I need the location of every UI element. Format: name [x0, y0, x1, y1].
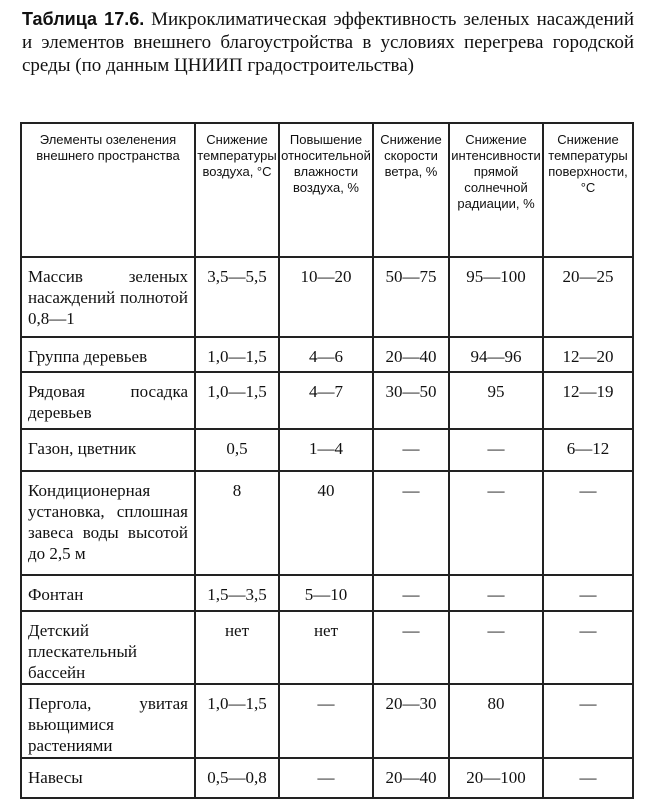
table-cell: 8: [195, 471, 279, 575]
table-cell: 5—10: [279, 575, 373, 611]
table-cell: 4—6: [279, 337, 373, 372]
table-caption-label: Таблица 17.6.: [22, 9, 145, 29]
row-label: Рядовая посадка деревьев: [21, 372, 195, 429]
row-label: Массив зеленых насаждений полнотой 0,8—1: [21, 257, 195, 337]
table-cell: 1,5—3,5: [195, 575, 279, 611]
table-cell: 1,0—1,5: [195, 337, 279, 372]
table-row: [21, 611, 633, 684]
table-cell: 20—30: [373, 684, 449, 758]
table-header-row: [21, 123, 633, 257]
row-label: Пергола, увитая вьющимися растениями: [21, 684, 195, 758]
table-cell: —: [543, 611, 633, 684]
table-cell: 3,5—5,5: [195, 257, 279, 337]
table-cell: нет: [195, 611, 279, 684]
table-cell: 80: [449, 684, 543, 758]
table-cell: 6—12: [543, 429, 633, 471]
column-header: Элементы озеленения внешнего пространства: [21, 123, 195, 257]
table-row: [21, 684, 633, 758]
table-cell: 95—100: [449, 257, 543, 337]
data-table: [20, 122, 634, 799]
table-cell: 12—20: [543, 337, 633, 372]
table-cell: —: [543, 575, 633, 611]
row-label: Фонтан: [21, 575, 195, 611]
row-label: Детский плескательный бассейн: [21, 611, 195, 684]
table-cell: 40: [279, 471, 373, 575]
table-cell: —: [373, 611, 449, 684]
table-cell: —: [373, 575, 449, 611]
table-cell: 20—100: [449, 758, 543, 798]
row-label: Группа деревьев: [21, 337, 195, 372]
table-cell: 4—7: [279, 372, 373, 429]
table-cell: нет: [279, 611, 373, 684]
table-cell: 1,0—1,5: [195, 372, 279, 429]
column-header: Снижение температуры воздуха, °С: [195, 123, 279, 257]
table-row: [21, 372, 633, 429]
table-caption-text: Микроклиматическая эффективность зеленых насаждений и элементов внешнего благоустройства в условиях перегрева городской среды (по данным ЦНИИП градостроительства): [22, 9, 634, 76]
row-label: Газон, цветник: [21, 429, 195, 471]
table-caption: [22, 8, 634, 77]
table-cell: 10—20: [279, 257, 373, 337]
table-cell: 50—75: [373, 257, 449, 337]
table-cell: —: [279, 758, 373, 798]
table-cell: 95: [449, 372, 543, 429]
column-header: Повышение относительной влажности воздуха, %: [279, 123, 373, 257]
table-cell: —: [449, 575, 543, 611]
table-row: [21, 257, 633, 337]
table-cell: —: [449, 611, 543, 684]
table-row: [21, 429, 633, 471]
table-cell: 12—19: [543, 372, 633, 429]
table-cell: 1,0—1,5: [195, 684, 279, 758]
table-cell: —: [543, 758, 633, 798]
table-cell: 0,5—0,8: [195, 758, 279, 798]
row-label: Навесы: [21, 758, 195, 798]
table-cell: —: [543, 471, 633, 575]
table-cell: —: [449, 471, 543, 575]
table-cell: —: [373, 429, 449, 471]
table-cell: —: [543, 684, 633, 758]
table-cell: 20—40: [373, 337, 449, 372]
table-row: [21, 575, 633, 611]
table-row: [21, 758, 633, 798]
table-cell: 0,5: [195, 429, 279, 471]
table-cell: 20—40: [373, 758, 449, 798]
table-cell: 94—96: [449, 337, 543, 372]
column-header: Снижение скорости ветра, %: [373, 123, 449, 257]
table-cell: —: [373, 471, 449, 575]
table-cell: 1—4: [279, 429, 373, 471]
table-row: [21, 471, 633, 575]
table-cell: —: [279, 684, 373, 758]
row-label: Кондиционерная установка, сплошная завеса воды высотой до 2,5 м: [21, 471, 195, 575]
column-header: Снижение интенсивности прямой солнечной радиации, %: [449, 123, 543, 257]
table-cell: 30—50: [373, 372, 449, 429]
table-cell: 20—25: [543, 257, 633, 337]
table-row: [21, 337, 633, 372]
table-cell: —: [449, 429, 543, 471]
column-header: Снижение температуры поверхности, °С: [543, 123, 633, 257]
